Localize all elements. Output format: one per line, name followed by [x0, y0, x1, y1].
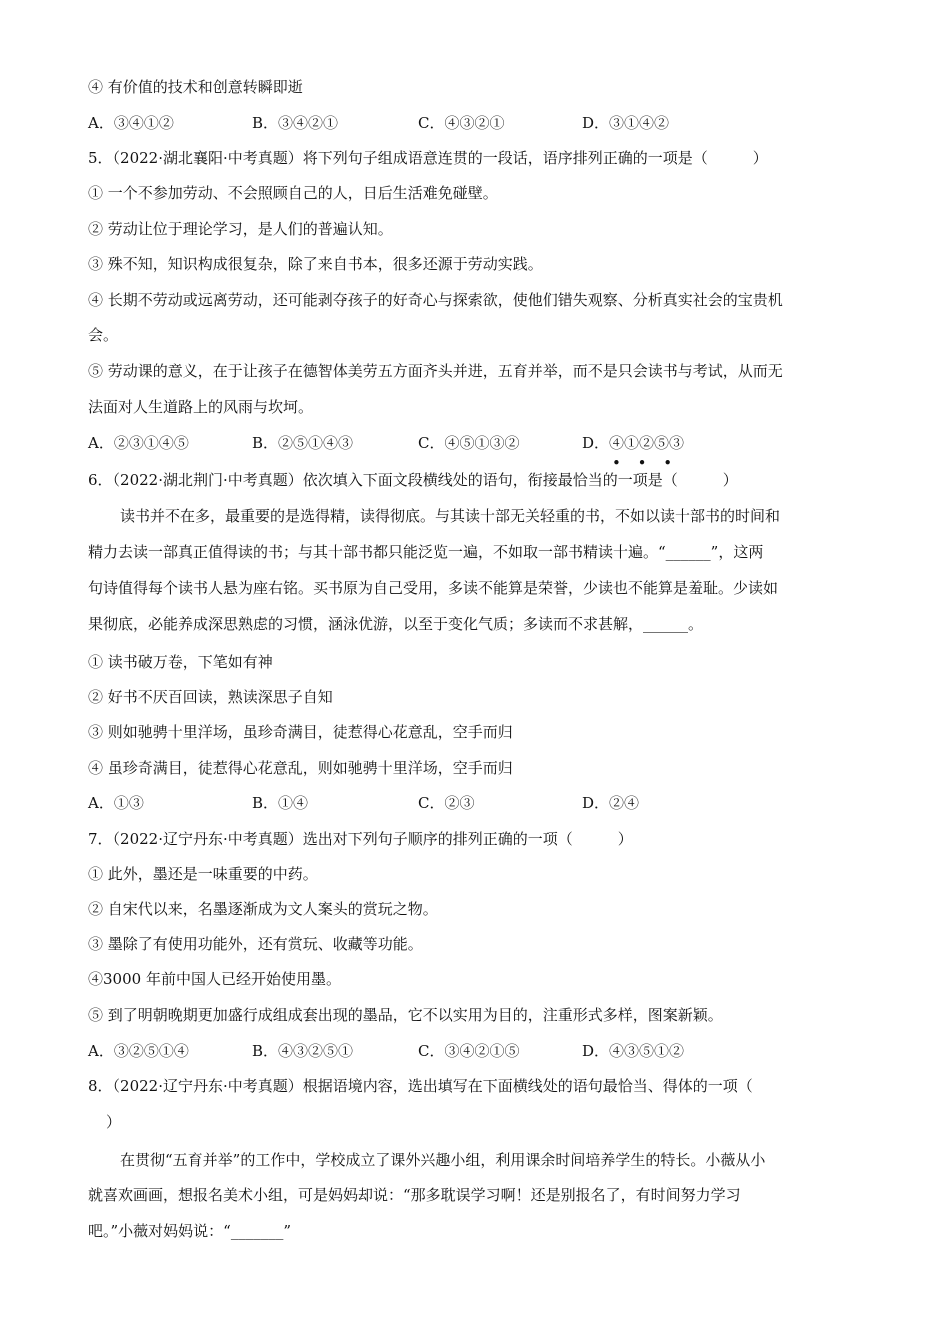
q6-item: ① 读书破万卷，下笔如有神	[88, 653, 273, 671]
q5-item: ④ 长期不劳动或远离劳动，还可能剥夺孩子的好奇心与探索欲，使他们错失观察、分析真实社会的宝贵机	[88, 291, 783, 309]
q6-paragraph-line: 果彻底，必能养成深思熟虑的习惯，涵泳优游，以至于变化气质；多读而不求甚解，______。	[88, 615, 704, 633]
q6-option-a[interactable]: A．①③	[88, 794, 144, 812]
q6-option-b[interactable]: B．①④	[252, 794, 309, 812]
q5-stem: 5．（2022·湖北襄阳·中考真题）将下列句子组成语意连贯的一段话，语序排列正确的一项是（ ）	[88, 149, 768, 167]
q5-option-c[interactable]: C．④⑤①③②	[418, 434, 520, 452]
q7-option-c[interactable]: C．③④②①⑤	[418, 1042, 520, 1060]
q7-option-a[interactable]: A．③②⑤①④	[88, 1042, 189, 1060]
q6-paragraph-line: 精力去读一部真正值得读的书；与其十部书都只能泛览一遍，不如取一部书精读十遍。“______”，这两	[88, 543, 764, 561]
emphasis-dots: • • •	[612, 454, 679, 472]
q5-option-a[interactable]: A．②③①④⑤	[88, 434, 189, 452]
q8-stem: 8．（2022·辽宁丹东·中考真题）根据语境内容，选出填写在下面横线处的语句最恰当、得体的一项（	[88, 1077, 753, 1095]
q7-item: ③ 墨除了有使用功能外，还有赏玩、收藏等功能。	[88, 935, 423, 953]
q5-item: ② 劳动让位于理论学习，是人们的普遍认知。	[88, 220, 393, 238]
q7-item: ② 自宋代以来，名墨逐渐成为文人案头的赏玩之物。	[88, 900, 438, 918]
q7-option-b[interactable]: B．④③②⑤①	[252, 1042, 354, 1060]
q6-stem: 6．（2022·湖北荆门·中考真题）依次填入下面文段横线处的语句，衔接最恰当的一项是（ ）	[88, 471, 738, 489]
q6-option-d[interactable]: D．②④	[582, 794, 640, 812]
q5-item: ① 一个不参加劳动、不会照顾自己的人，日后生活难免碰壁。	[88, 184, 498, 202]
q8-stem-end: ）	[106, 1113, 122, 1131]
q7-item: ④3000 年前中国人已经开始使用墨。	[88, 970, 341, 988]
q6-option-c[interactable]: C．②③	[418, 794, 475, 812]
q4-option-b[interactable]: B．③④②①	[252, 114, 339, 132]
q5-item: 会。	[88, 326, 119, 344]
q4-option-a[interactable]: A．③④①②	[88, 114, 174, 132]
q5-item: ③ 殊不知，知识构成很复杂，除了来自书本，很多还源于劳动实践。	[88, 255, 543, 273]
q6-item: ③ 则如驰骋十里洋场，虽珍奇满目，徒惹得心花意乱，空手而归	[88, 723, 513, 741]
q5-option-b[interactable]: B．②⑤①④③	[252, 434, 354, 452]
q8-paragraph-line: 就喜欢画画，想报名美术小组，可是妈妈却说：“那多耽误学习啊！还是别报名了，有时间努力学习	[88, 1186, 741, 1204]
q6-item: ② 好书不厌百回读，熟读深思子自知	[88, 688, 333, 706]
q4-option-c[interactable]: C．④③②①	[418, 114, 505, 132]
q8-paragraph-line: 吧。”小薇对妈妈说：“_______”	[88, 1222, 292, 1240]
q7-option-d[interactable]: D．④③⑤①②	[582, 1042, 685, 1060]
q6-paragraph-line: 读书并不在多，最重要的是选得精，读得彻底。与其读十部无关轻重的书，不如以读十部书的时间和	[120, 507, 781, 525]
q8-paragraph-line: 在贯彻“五育并举”的工作中，学校成立了课外兴趣小组，利用课余时间培养学生的特长。小薇从小	[120, 1151, 766, 1169]
q6-item: ④ 虽珍奇满目，徒惹得心花意乱，则如驰骋十里洋场，空手而归	[88, 759, 513, 777]
q4-item-4: ④ 有价值的技术和创意转瞬即逝	[88, 78, 303, 96]
q5-item: 法面对人生道路上的风雨与坎坷。	[88, 398, 314, 416]
q5-option-d[interactable]: D．④①②⑤③	[582, 434, 685, 452]
q6-paragraph-line: 句诗值得每个读书人悬为座右铭。买书原为自己受用，多读不能算是荣誉，少读也不能算是羞耻。少读如	[88, 579, 779, 597]
q4-option-d[interactable]: D．③①④②	[582, 114, 670, 132]
q7-item: ⑤ 到了明朝晚期更加盛行成组成套出现的墨品，它不以实用为目的，注重形式多样，图案新颖。	[88, 1006, 723, 1024]
q7-stem: 7．（2022·辽宁丹东·中考真题）选出对下列句子顺序的排列正确的一项（ ）	[88, 830, 633, 848]
q7-item: ① 此外，墨还是一味重要的中药。	[88, 865, 318, 883]
q5-item: ⑤ 劳动课的意义，在于让孩子在德智体美劳五方面齐头并进，五育并举，而不是只会读书与考试，从而无	[88, 362, 783, 380]
